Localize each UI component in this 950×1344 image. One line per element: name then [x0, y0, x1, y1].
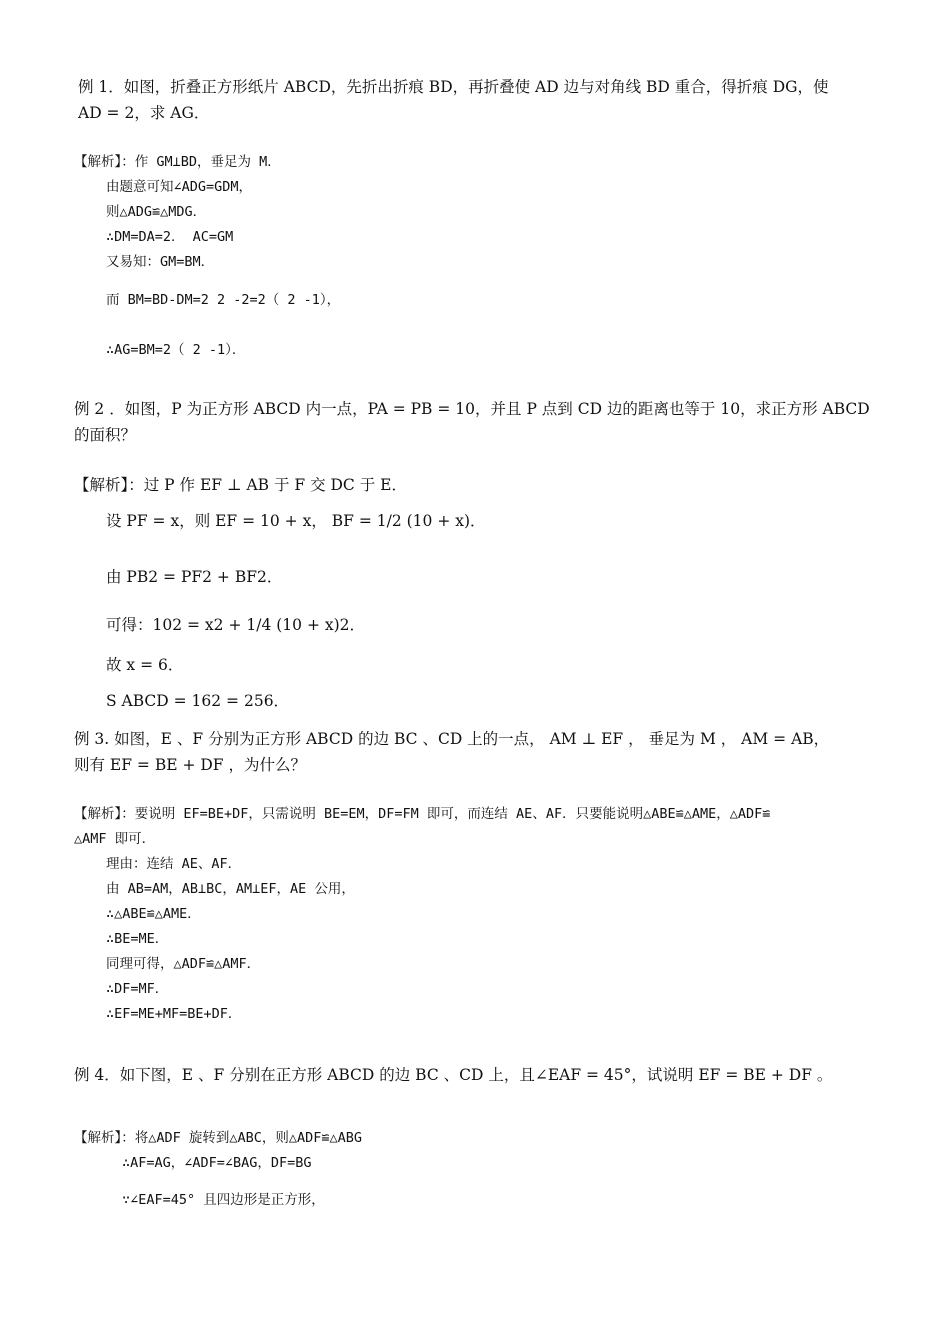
- ex3-solution-line: ∴DF=MF．: [106, 981, 169, 997]
- ex4-solution-line: ∵∠EAF=45° 且四边形是正方形，: [122, 1192, 325, 1208]
- ex1-question-line1: 例 1．如图，折叠正方形纸片 ABCD，先折出折痕 BD，再折叠使 AD 边与对角线 BD 重合，得折痕 DG，使: [78, 78, 829, 96]
- ex2-question-line1: 例 2 ．如图，P 为正方形 ABCD 内一点，PA = PB = 10，并且 P 点到 CD 边的距离也等于 10，求正方形 ABCD: [74, 400, 870, 418]
- ex3-solution-line: △AMF 即可．: [74, 831, 156, 847]
- ex3-solution-line: 由 AB=AM，AB⊥BC，AM⊥EF，AE 公用，: [106, 881, 355, 897]
- ex1-solution-line: 则△ADG≌△MDG．: [106, 204, 207, 220]
- ex3-solution-line: ∴EF=ME+MF=BE+DF．: [106, 1006, 242, 1022]
- ex1-solution-line: 【解析】：作 GM⊥BD，垂足为 M．: [74, 154, 281, 170]
- ex1-question-line2: AD = 2，求 AG．: [78, 104, 210, 122]
- ex4-solution-line: ∴AF=AG，∠ADF=∠BAG，DF=BG: [122, 1155, 312, 1171]
- ex1-solution-line: ∴AG=BM=2（ 2 -1）．: [106, 342, 246, 358]
- ex2-solution-line: S ABCD = 162 = 256．: [106, 692, 290, 710]
- ex2-question-line2: 的面积？: [74, 426, 137, 444]
- ex4-question-line1: 例 4．如下图，E 、F 分别在正方形 ABCD 的边 BC 、CD 上，且∠EAF = 45°，试说明 EF = BE + DF 。: [74, 1066, 833, 1084]
- ex1-solution-line: 由题意可知∠ADG=GDM，: [106, 179, 253, 195]
- ex3-solution-line: ∴BE=ME．: [106, 931, 169, 947]
- ex2-solution-line: 由 PB2 = PF2 + BF2．: [106, 568, 283, 586]
- ex3-question-line2: 则有 EF = BE + DF ，为什么？: [74, 756, 306, 774]
- ex2-solution-line: 设 PF = x，则 EF = 10 + x， BF = 1/2 (10 + x)．: [106, 512, 486, 530]
- ex2-solution-line: 故 x = 6．: [106, 656, 184, 674]
- ex3-question-line1: 例 3. 如图，E 、F 分别为正方形 ABCD 的边 BC 、CD 上的一点， AM ⊥ EF ， 垂足为 M ， AM = AB，: [74, 730, 830, 748]
- ex3-solution-line: 同理可得，△ADF≌△AMF．: [106, 956, 261, 972]
- ex1-solution-line: ∴DM=DA=2． AC=GM: [106, 229, 234, 245]
- ex2-solution-line: 可得：102 = x2 + 1/4 (10 + x)2．: [106, 616, 366, 634]
- ex1-solution-line: 而 BM=BD-DM=2 2 -2=2（ 2 -1），: [106, 292, 341, 308]
- ex3-solution-line: 【解析】：要说明 EF=BE+DF，只需说明 BE=EM，DF=FM 即可，而连结 AE、AF．只要能说明△ABE≌△AME，△ADF≌: [74, 806, 771, 822]
- ex3-solution-line: 理由：连结 AE、AF．: [106, 856, 242, 872]
- ex2-solution-line: 【解析】：过 P 作 EF ⊥ AB 于 F 交 DC 于 E．: [74, 476, 407, 494]
- ex3-solution-line: ∴△ABE≌△AME．: [106, 906, 201, 922]
- ex1-solution-line: 又易知：GM=BM．: [106, 254, 215, 270]
- ex4-solution-line: 【解析】：将△ADF 旋转到△ABC，则△ADF≌△ABG: [74, 1130, 363, 1146]
